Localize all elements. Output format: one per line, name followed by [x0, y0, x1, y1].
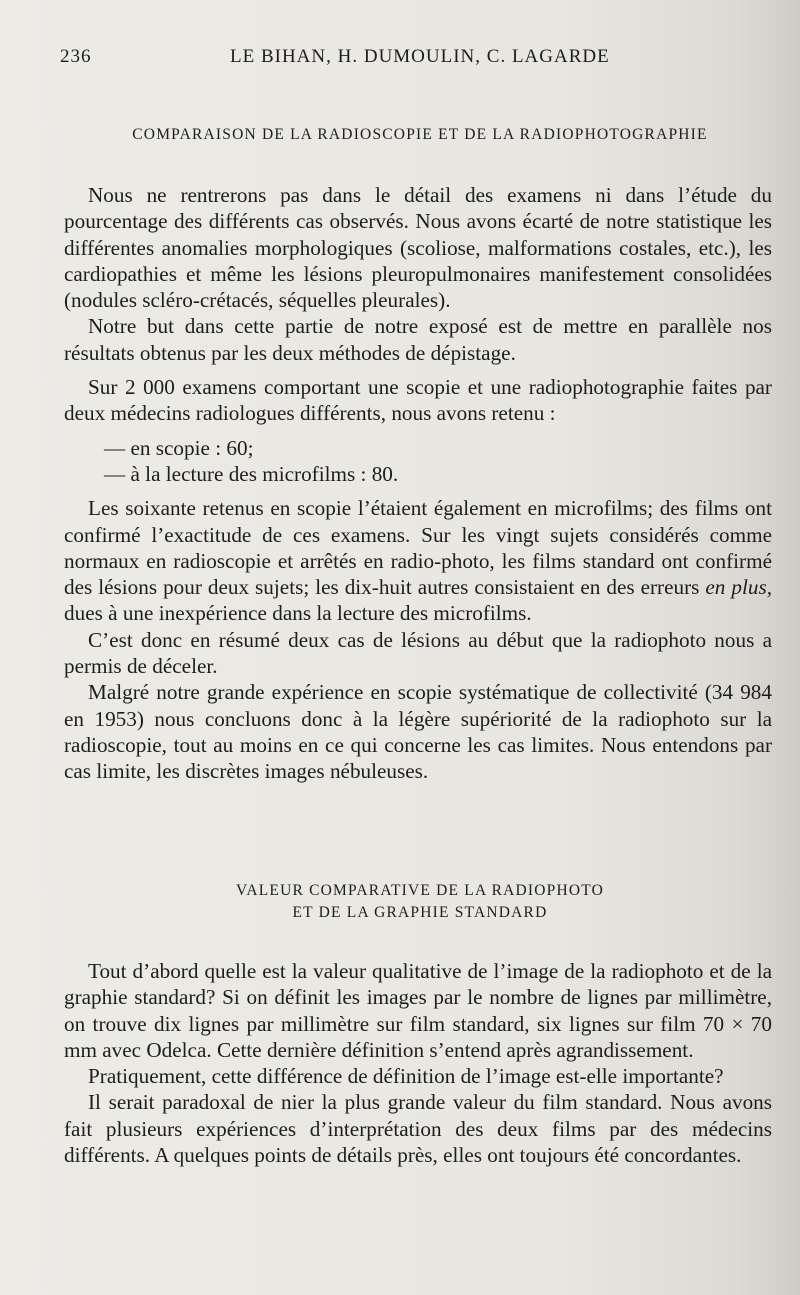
section2-body: [64, 958, 772, 1168]
running-header: [60, 40, 780, 74]
italic-text: en plus,: [705, 575, 772, 600]
paragraph: Sur 2 000 examens comportant une scopie et une radiophotographie faites par deux médecins radiologues différents, nous avons retenu :: [64, 375, 772, 426]
paragraph-text: dues à une inexpérience dans la lecture des microfilms.: [64, 601, 532, 626]
page-number: 236: [60, 46, 92, 67]
paragraph: C’est donc en résumé deux cas de lésions au début que la radiophoto nous a permis de déceler.: [64, 627, 772, 679]
list-item: — à la lecture des microfilms : 80.: [104, 461, 399, 486]
section-title-comparaison: COMPARAISON DE LA RADIOSCOPIE ET DE LA RADIOPHOTOGRAPHIE: [132, 126, 708, 143]
running-head-authors: LE BIHAN, H. DUMOULIN, C. LAGARDE: [230, 46, 610, 67]
paragraph: Notre but dans cette partie de notre exposé est de mettre en parallèle nos résultats obtenus par les deux méthodes de dépistage.: [64, 314, 772, 365]
list-item: — en scopie : 60;: [104, 435, 254, 460]
paragraph-text: Les soixante retenus en scopie l’étaient également en microfilms; des films ont confirmé l’exactitude de ces examens. Sur les vingt sujets considérés comme normaux en radioscopie et arrêtés en radio-photo, les films standard ont confirmé des lésions pour deux sujets; les dix-huit autres consistaient en des erreurs: [64, 496, 772, 600]
section-title-line: VALEUR COMPARATIVE DE LA RADIOPHOTO: [235, 882, 605, 899]
section-title-valeur: [60, 880, 780, 924]
paragraph: Il serait paradoxal de nier la plus grande valeur du film standard. Nous avons fait plusieurs expériences d’interprétation des deux films par des médecins différents. A quelques points de détails près, elles ont toujours été concordantes.: [64, 1090, 772, 1168]
section1-body: [64, 182, 772, 785]
paragraph: Tout d’abord quelle est la valeur qualitative de l’image de la radiophoto et de la graphie standard? Si on définit les images par le nombre de lignes par millimètre, on trouve dix lignes par millimètre sur film standard, six lignes sur film 70 × 70 mm avec Odelca. Cette dernière définition s’entend après agrandissement.: [64, 959, 772, 1062]
paragraph: Nous ne rentrerons pas dans le détail des examens ni dans l’étude du pourcentage des différents cas observés. Nous avons écarté de notre statistique les différentes anomalies morphologiques (scoliose, malformations costales, etc.), les cardiopathies et même les lésions pleuropulmonaires manifestement consolidées (nodules scléro-crétacés, séquelles pleurales).: [64, 183, 772, 313]
section-title-line: ET DE LA GRAPHIE STANDARD: [292, 904, 548, 921]
paragraph: Malgré notre grande expérience en scopie systématique de collectivité (34 984 en 1953) nous concluons donc à la légère supériorité de la radiophoto sur la radioscopie, tout au moins en ce qui concerne les cas limites. Nous entendons par cas limite, les discrètes images nébuleuses.: [64, 680, 772, 784]
paragraph: Pratiquement, cette différence de définition de l’image est-elle importante?: [88, 1064, 724, 1089]
paragraph: [64, 495, 772, 626]
